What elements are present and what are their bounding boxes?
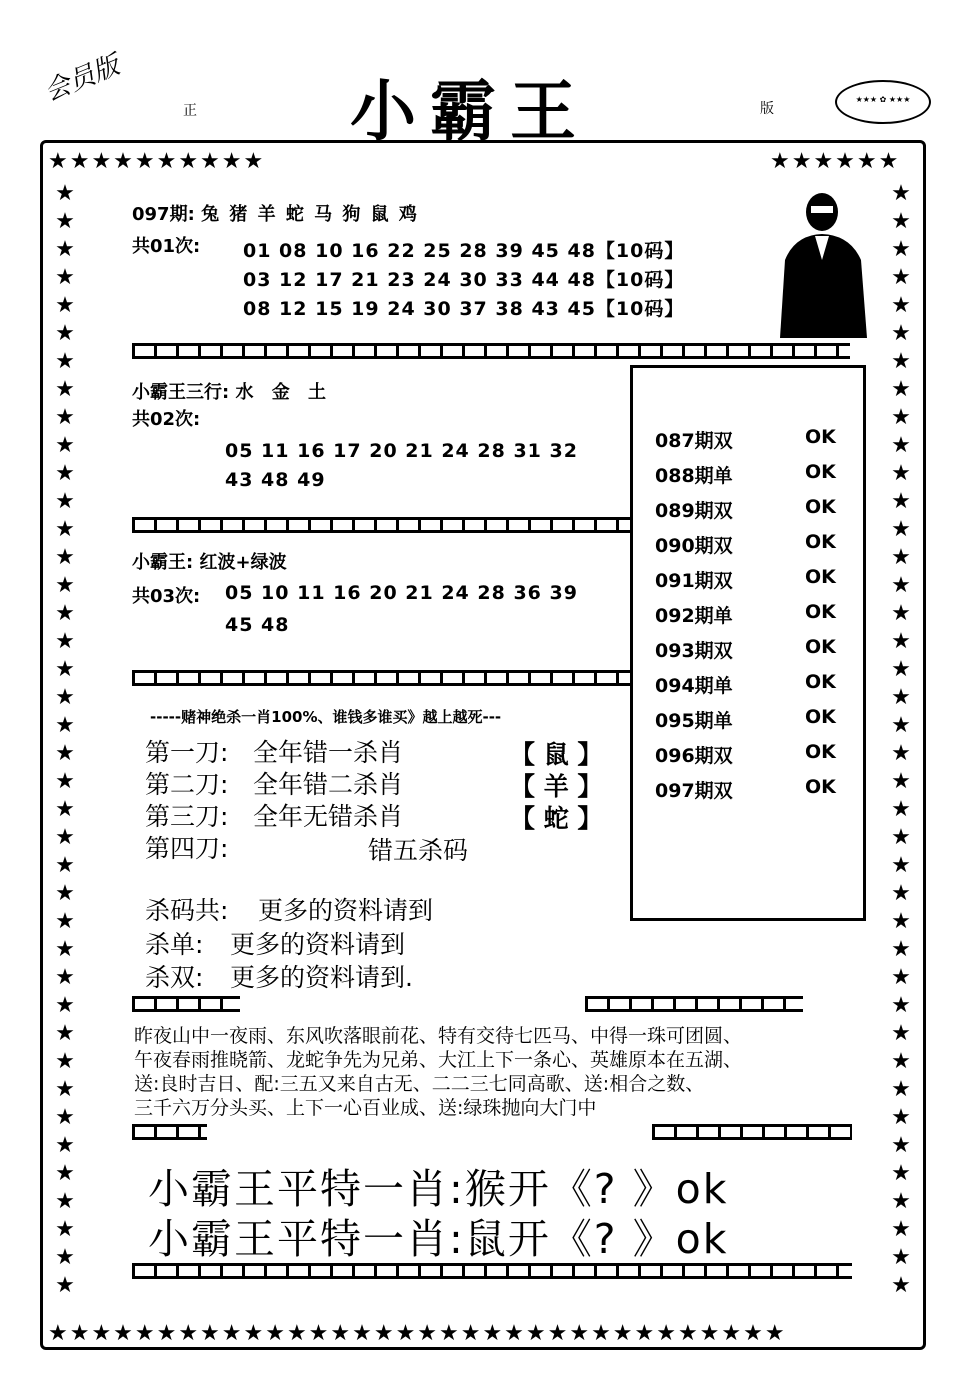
star-border-top-right: ★★★★★★: [770, 149, 901, 174]
section2-title: 小霸王三行: 水 金 土: [132, 382, 333, 403]
knife-2-desc: 全年错二杀肖: [253, 770, 404, 799]
star-border-right: ★ ★ ★ ★ ★ ★ ★ ★ ★ ★ ★ ★ ★ ★ ★ ★ ★ ★ ★ ★ ★ ★ ★ ★ ★ ★ ★ ★ ★ ★ ★ ★ ★ ★ ★ ★ ★ ★ ★ ★: [891, 181, 911, 1298]
record-row: 092期单 OK: [655, 601, 836, 627]
fence-divider: [132, 1124, 207, 1140]
record-row: 089期双 OK: [655, 496, 836, 522]
handwritten-member-edition: 会员版: [40, 50, 124, 108]
section1-count: 共01次:: [132, 236, 201, 257]
knife-1-desc: 全年错一杀肖: [253, 738, 404, 767]
kill-code-label: 杀码共:: [145, 896, 229, 925]
fence-divider: [585, 996, 803, 1012]
section3-row: 05 10 11 16 20 21 24 28 36 39: [225, 582, 578, 604]
knife-4-value: 错五杀码: [368, 836, 469, 865]
page-title: 小霸王: [350, 73, 590, 150]
record-row: 095期单 OK: [655, 706, 836, 732]
record-row: 094期单 OK: [655, 671, 836, 697]
kill-odd-text: 更多的资料请到: [230, 930, 406, 959]
record-row: 088期单 OK: [655, 461, 836, 487]
section3-waves: 红波+绿波: [199, 552, 287, 573]
knife-3-value: 【 蛇 】: [510, 804, 603, 833]
poem-line: 午夜春雨推晓箭、龙蛇争先为兄弟、大江上下一条心、英雄原本在五湖、: [134, 1049, 743, 1071]
poem-line: 送:良时吉日、配:三五又来自古无、二二三七同高歌、送:相合之数、: [134, 1073, 705, 1095]
knife-1-value: 【 鼠 】: [510, 740, 603, 769]
star-border-top-left: ★★★★★★★★★★: [48, 149, 266, 174]
record-row: 097期双 OK: [655, 776, 836, 802]
fence-divider: [652, 1124, 852, 1140]
section1-row: 03 12 17 21 23 24 30 33 44 48【10码】: [243, 269, 685, 291]
fence-divider: [132, 670, 630, 686]
kill-code-text: 更多的资料请到: [258, 896, 434, 925]
footer-prediction-2: 小霸王平特一肖:鼠开《? 》ok: [148, 1215, 729, 1263]
history-record-box: [630, 365, 866, 921]
star-border-bottom: ★★★★★★★★★★★★★★★★★★★★★★★★★★★★★★★★★★: [48, 1322, 787, 1346]
section2-count: 共02次:: [132, 409, 201, 430]
portrait-image: [775, 190, 870, 338]
record-row: 087期双 OK: [655, 426, 836, 452]
section1-issue: 097期: 兔 猪 羊 蛇 马 狗 鼠 鸡: [132, 204, 419, 225]
left-mark: 正: [183, 103, 197, 119]
section1-row: 01 08 10 16 22 25 28 39 45 48【10码】: [243, 240, 685, 262]
knife-4-label: 第四刀:: [145, 834, 229, 863]
fence-divider: [132, 517, 630, 533]
section3-row: 45 48: [225, 614, 290, 636]
kill-odd-label: 杀单:: [145, 930, 204, 959]
poem-line: 昨夜山中一夜雨、东风吹落眼前花、特有交待七匹马、中得一珠可团圆、: [134, 1025, 743, 1047]
section1-row: 08 12 15 19 24 30 37 38 43 45【10码】: [243, 298, 685, 320]
section2-row: 05 11 16 17 20 21 24 28 31 32: [225, 440, 578, 462]
section2-elements: 水 金 土: [235, 382, 333, 403]
fence-divider: [132, 343, 850, 359]
knife-3-desc: 全年无错杀肖: [253, 802, 404, 831]
record-row: 090期双 OK: [655, 531, 836, 557]
fence-divider: [132, 1263, 852, 1279]
knife-2-label: 第二刀:: [145, 770, 229, 799]
section2-row: 43 48 49: [225, 469, 326, 491]
record-row: 096期双 OK: [655, 741, 836, 767]
kill-even-label: 杀双:: [145, 963, 204, 992]
footer-prediction-1: 小霸王平特一肖:猴开《? 》ok: [148, 1165, 729, 1213]
kill-even-text: 更多的资料请到.: [230, 963, 413, 992]
slogan: -----赌神绝杀一肖100%、谁钱多谁买》越上越死---: [150, 708, 502, 726]
poem-line: 三千六万分头买、上下一心百业成、送:绿珠抛向大门中: [134, 1097, 597, 1119]
record-row: 091期双 OK: [655, 566, 836, 592]
star-border-left: ★ ★ ★ ★ ★ ★ ★ ★ ★ ★ ★ ★ ★ ★ ★ ★ ★ ★ ★ ★ ★ ★ ★ ★ ★ ★ ★ ★ ★ ★ ★ ★ ★ ★ ★ ★ ★ ★ ★ ★: [55, 181, 75, 1298]
section3-count: 共03次:: [132, 586, 201, 607]
knife-1-label: 第一刀:: [145, 738, 229, 767]
right-mark: 版: [760, 101, 774, 117]
record-row: 093期双 OK: [655, 636, 836, 662]
fence-divider: [132, 996, 240, 1012]
knife-2-value: 【 羊 】: [510, 772, 603, 801]
section1-zodiacs: 兔 猪 羊 蛇 马 狗 鼠 鸡: [201, 204, 419, 225]
section3-title: 小霸王: 红波+绿波: [132, 552, 287, 573]
company-seal: ★★★ ✿ ★★★: [835, 80, 931, 124]
knife-3-label: 第三刀:: [145, 802, 229, 831]
